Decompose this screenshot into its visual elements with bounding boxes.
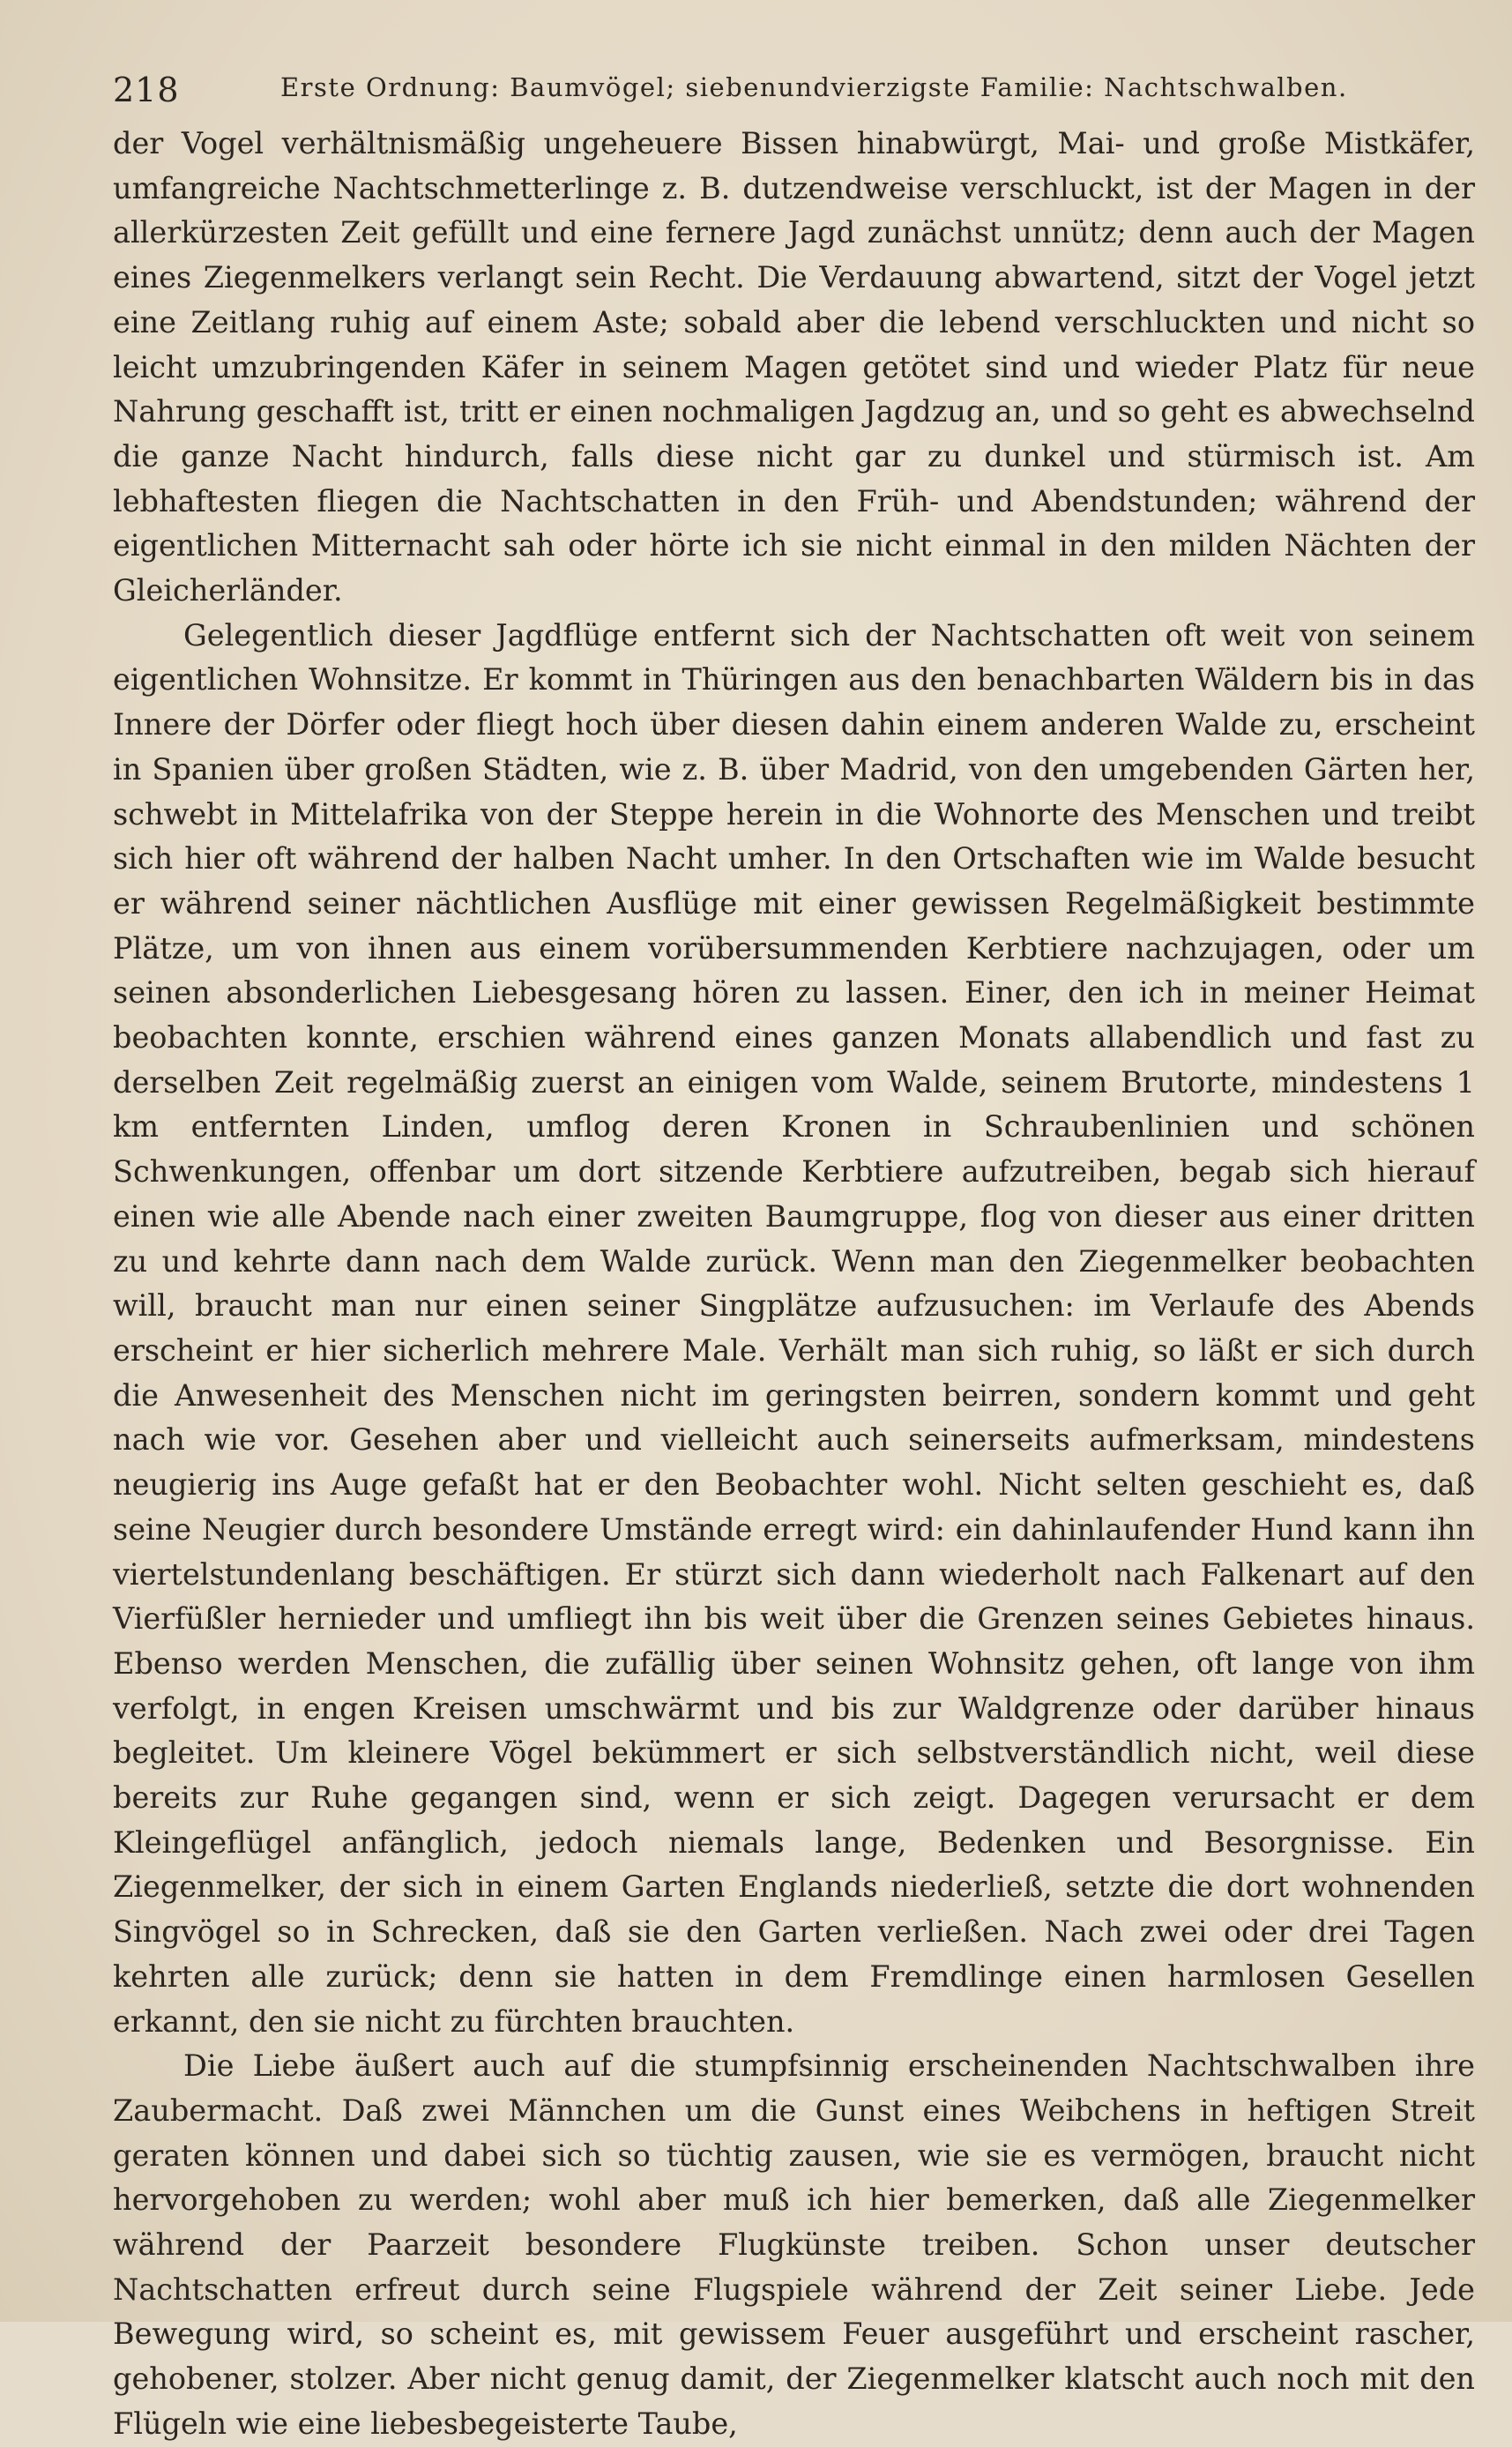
paragraph: Gelegentlich dieser Jagdflüge entfernt sich der Nachtschatten oft weit von seinem eigentlichen Wohnsitze. Er kommt in Thüringen aus den benachbarten Wäldern bis in das Innere der Dörfer oder fliegt hoch über diesen dahin einem anderen Walde zu, erscheint in Spanien über großen Städten, wie z. B. über Madrid, von den umgebenden Gärten her, schwebt in Mittelafrika von der Steppe herein in die Wohnorte des Menschen und treibt sich hier oft während der halben Nacht umher. In den Ortschaften wie im Walde besucht er während seiner nächtlichen Ausflüge mit einer gewissen Regelmäßigkeit bestimmte Plätze, um von ihnen aus einem vorübersummenden Kerbtiere nachzujagen, oder um seinen absonderlichen Liebesgesang hören zu lassen. Einer, den ich in meiner Heimat beobachten konnte, erschien während eines ganzen Monats allabendlich und fast zu derselben Zeit regelmäßig zuerst an einigen vom Walde, seinem Brutorte, mindestens 1 km entfernten Linden, umflog deren Kronen in Schraubenlinien und schönen Schwenkungen, offenbar um dort sitzende Kerbtiere aufzutreiben, begab sich hierauf einen wie alle Abende nach einer zweiten Baumgruppe, flog von dieser aus einer dritten zu und kehrte dann nach dem Walde zurück. Wenn man den Ziegenmelker beobachten will, braucht man nur einen seiner Singplätze aufzusuchen: im Verlaufe des Abends erscheint er hier sicherlich mehrere Male. Verhält man sich ruhig, so läßt er sich durch die Anwesenheit des Menschen nicht im geringsten beirren, sondern kommt und geht nach wie vor. Gesehen aber und vielleicht auch seinerseits aufmerksam, mindestens neugierig ins Auge gefaßt hat er den Beobachter wohl. Nicht selten geschieht es, daß seine Neugier durch besondere Umstände erregt wird: ein dahinlaufender Hund kann ihn viertelstundenlang beschäftigen. Er stürzt sich dann wiederholt nach Falkenart auf den Vierfüßler hernieder und umfliegt ihn bis weit über die Grenzen seines Gebietes hinaus. Ebenso werden Menschen, die zufällig über seinen Wohnsitz gehen, oft lange von ihm verfolgt, in engen Kreisen umschwärmt und bis zur Waldgrenze oder darüber hinaus begleitet. Um kleinere Vögel bekümmert er sich selbstverständlich nicht, weil diese bereits zur Ruhe gegangen sind, wenn er sich zeigt. Dagegen verursacht er dem Kleingeflügel anfänglich, jedoch niemals lange, Bedenken und Besorgnisse. Ein Ziegenmelker, der sich in einem Garten Englands niederließ, setzte die dort wohnenden Singvögel so in Schrecken, daß sie den Garten verließen. Nach zwei oder drei Tagen kehrten alle zurück; denn sie hatten in dem Fremdlinge einen harmlosen Gesellen erkannt, den sie nicht zu fürchten brauchten. bbox=[113, 617, 1475, 2039]
page-number: 218 bbox=[113, 71, 180, 109]
paragraph: Die Liebe äußert auch auf die stumpfsinnig erscheinenden Nachtschwalben ihre Zaubermacht. Daß zwei Männchen um die Gunst eines Weibchens in heftigen Streit geraten können und dabei sich so tüchtig zausen, wie sie es vermögen, braucht nicht hervorgehoben zu werden; wohl aber muß ich hier bemerken, daß alle Ziegenmelker während der Paarzeit besondere Flugkünste treiben. Schon unser deutscher Nachtschatten erfreut durch seine Flugspiele während der Zeit seiner Liebe. Jede Bewegung wird, so scheint es, mit gewissem Feuer ausgeführt und erscheint rascher, gehobener, stolzer. Aber nicht genug damit, der Ziegenmelker klatscht auch noch mit den Flügeln wie eine liebesbegeisterte Taube, bbox=[113, 2048, 1475, 2441]
body-text bbox=[113, 122, 1475, 2447]
running-head: Erste Ordnung: Baumvögel; siebenundvierzigste Familie: Nachtschwalben. bbox=[280, 72, 1348, 102]
page-header bbox=[113, 53, 1471, 115]
paragraph: der Vogel verhältnismäßig ungeheuere Bissen hinabwürgt, Mai- und große Mistkäfer, umfangreiche Nachtschmetterlinge z. B. dutzendweise verschluckt, ist der Magen in der allerkürzesten Zeit gefüllt und eine fernere Jagd zunächst unnütz; denn auch der Magen eines Ziegenmelkers verlangt sein Recht. Die Verdauung abwartend, sitzt der Vogel jetzt eine Zeitlang ruhig auf einem Aste; sobald aber die lebend verschluckten und nicht so leicht umzubringenden Käfer in seinem Magen getötet sind und wieder Platz für neue Nahrung geschafft ist, tritt er einen nochmaligen Jagdzug an, und so geht es abwechselnd die ganze Nacht hindurch, falls diese nicht gar zu dunkel und stürmisch ist. Am lebhaftesten fliegen die Nachtschatten in den Früh- und Abendstunden; während der eigentlichen Mitternacht sah oder hörte ich sie nicht einmal in den milden Nächten der Gleicherländer. bbox=[113, 126, 1475, 608]
